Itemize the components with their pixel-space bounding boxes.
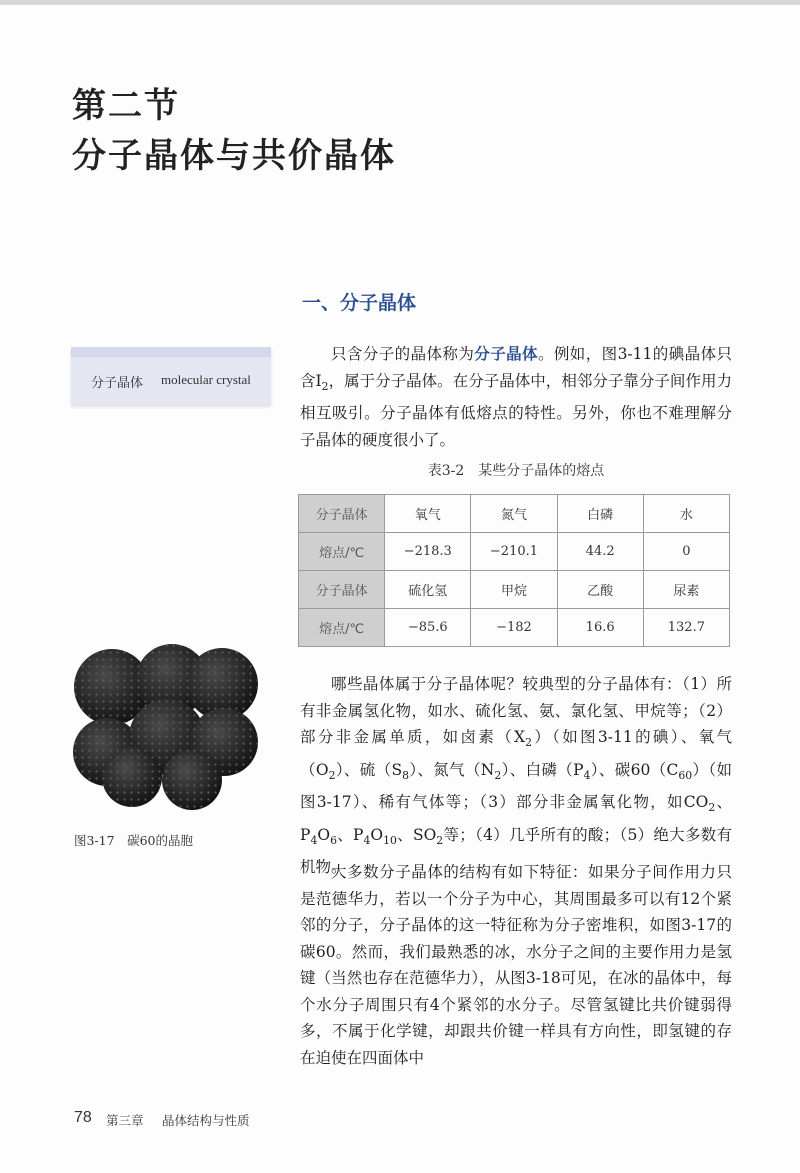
- table-cell: 44.2: [557, 533, 643, 571]
- melting-point-table: [298, 494, 730, 647]
- c60-unit-cell-image: [72, 642, 262, 812]
- footer-chapter: 第三章: [106, 1113, 144, 1128]
- table-cell: 尿素: [643, 571, 729, 609]
- table-cell: 0: [643, 533, 729, 571]
- table-cell: 分子晶体: [299, 495, 385, 533]
- table-caption: 表3-2 某些分子晶体的熔点: [427, 463, 605, 479]
- table-cell: −210.1: [471, 533, 557, 571]
- table-cell: −182: [471, 609, 557, 647]
- paragraph-examples: 哪些晶体属于分子晶体呢？较典型的分子晶体有：（1）所有非金属氢化物，如水、硫化氢、氨、氯化氢、甲烷等；（2）部分非金属单质，如卤素$(X_2)$（如图3-11的碘）、氧气$(O_2)$、硫$(S_8)$、氮气$(N_2)$、白磷$(P_4)$、碳$60(C_{60})$（如图3-17）、稀有气体等；（3）部分非金属氧化物，如$CO_2$、$P_4O_6$、$P_4O_{10}$、$SO_2$等；（4）几乎所有的酸；（5）绝大多数有机物。: [300, 675, 733, 877]
- table-cell: −218.3: [385, 533, 471, 571]
- table-cell: −85.6: [385, 609, 471, 647]
- table-cell: 16.6: [557, 609, 643, 647]
- table-cell: 乙酸: [557, 571, 643, 609]
- table-row: [299, 495, 730, 533]
- figure-caption: 图3-17 碳60的晶胞: [74, 833, 193, 848]
- table-cell: 熔点/℃: [299, 533, 385, 571]
- table-row: [299, 571, 730, 609]
- highlighted-term: 分子晶体: [474, 344, 538, 363]
- paragraph-structure: 大多数分子晶体的结构有如下特征：如果分子间作用力只是范德华力，若以一个分子为中心，其周围最多可以有12个紧邻的分子，分子晶体的这一特征称为分子密堆积，如图3-17的碳60。然而，我们最熟悉的冰，水分子之间的主要作用力是氢键（当然也存在范德华力），从图3-18可见，在冰的晶体中，每个水分子周围只有4个紧邻的水分子。尽管氢键比共价键弱得多，不属于化学键，却跟共价键一样具有方向性，即氢键的存在迫使在四面体中: [300, 863, 732, 1067]
- page-number: 78: [74, 1109, 92, 1126]
- sidebar-term-en: molecular crystal: [161, 372, 251, 387]
- table-cell: 水: [643, 495, 729, 533]
- sidebar-term-zh: 分子晶体: [91, 376, 144, 391]
- section-title: 分子晶体与共价晶体: [72, 136, 396, 176]
- top-rule: [0, 0, 800, 5]
- table-cell: 熔点/℃: [299, 609, 385, 647]
- table-cell: 硫化氢: [385, 571, 471, 609]
- table-cell: 132.7: [643, 609, 729, 647]
- table-cell: 甲烷: [471, 571, 557, 609]
- table-cell: 白磷: [557, 495, 643, 533]
- c60-molecules: [73, 644, 258, 810]
- section-number: 第二节: [72, 86, 180, 126]
- table-row: [299, 533, 730, 571]
- table-cell: 氮气: [471, 495, 557, 533]
- paragraph-definition: 只含分子的晶体称为分子晶体。例如，图3-11的碘晶体只含$I_2$，属于分子晶体。在分子晶体中，相邻分子靠分子间作用力相互吸引。分子晶体有低熔点的特性。另外，你也不难理解分子晶体的硬度很小了。: [300, 344, 732, 449]
- table-row: [299, 609, 730, 647]
- subsection-heading: 一、分子晶体: [302, 292, 417, 314]
- sidebar-term-box: [71, 347, 271, 405]
- footer-chapter-title: 晶体结构与性质: [162, 1113, 250, 1128]
- table-cell: 氧气: [385, 495, 471, 533]
- table-cell: 分子晶体: [299, 571, 385, 609]
